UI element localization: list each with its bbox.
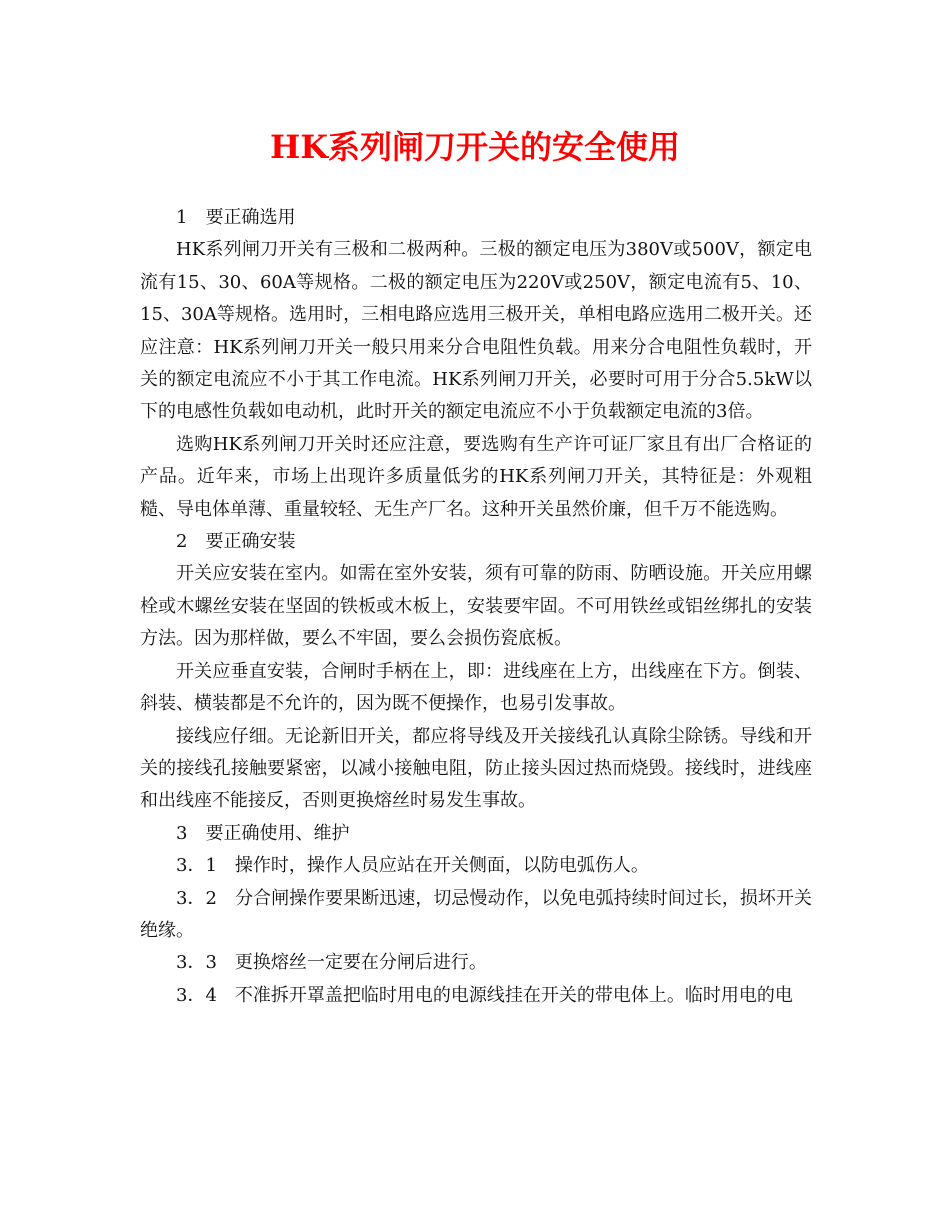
paragraph: 选购HK系列闸刀开关时还应注意，要选购有生产许可证厂家且有出厂合格证的产品。近年来，市场上出现许多质量低劣的HK系列闸刀开关，其特征是：外观粗糙、导电体单薄、重量较轻、无生产厂名。这种开关虽然价廉，但千万不能选购。: [140, 433, 812, 520]
list-item-3-3: 3．3 更换熔丝一定要在分闸后进行。: [176, 952, 487, 974]
section-heading-1: 1 要正确选用: [176, 207, 296, 228]
document-title: HK系列闸刀开关的安全使用: [269, 128, 681, 166]
paragraph: 开关应安装在室内。如需在室外安装，须有可靠的防雨、防晒设施。开关应用螺栓或木螺丝安装在坚固的铁板或木板上，安装要牢固。不可用铁丝或铝丝绑扎的安装方法。因为那样做，要么不牢固，要么会损伤瓷底板。: [140, 563, 812, 650]
list-item-3-2: 3．2 分合闸操作要果断迅速，切忌慢动作，以免电弧持续时间过长，损坏开关绝缘。: [140, 887, 812, 941]
paragraph: 接线应仔细。无论新旧开关，都应将导线及开关接线孔认真除尘除锈。导线和开关的接线孔接触要紧密，以减小接触电阻，防止接头因过热而烧毁。接线时，进线座和出线座不能接反，否则更换熔丝时易发生事故。: [140, 725, 812, 812]
section-heading-3: 3 要正确使用、维护: [176, 822, 350, 844]
paragraph: 开关应垂直安装，合闸时手柄在上，即：进线座在上方，出线座在下方。倒装、斜装、横装都是不允许的，因为既不便操作，也易引发事故。: [140, 660, 812, 715]
list-item-3-1: 3．1 操作时，操作人员应站在开关侧面，以防电弧伤人。: [176, 855, 649, 877]
paragraph: HK系列闸刀开关有三极和二极两种。三极的额定电压为380V或500V，额定电流有15、30、60A等规格。二极的额定电压为220V或250V，额定电流有5、10、15、30A等规格。选用时，三相电路应选用三极开关，单相电路应选用二极开关。还应注意：HK系列闸刀开关一般只用来分合电阻性负载。用来分合电阻性负载时，开关的额定电流应不小于其工作电流。HK系列闸刀开关，必要时可用于分合5.5kW以下的电感性负载如电动机，此时开关的额定电流应不小于负载额定电流的3倍。: [140, 239, 812, 423]
section-heading-2: 2 要正确安装: [176, 531, 296, 553]
list-item-3-4: 3．4 不准拆开罩盖把临时用电的电源线挂在开关的带电体上。临时用电的电: [176, 984, 793, 1006]
document-body: [140, 202, 812, 1012]
